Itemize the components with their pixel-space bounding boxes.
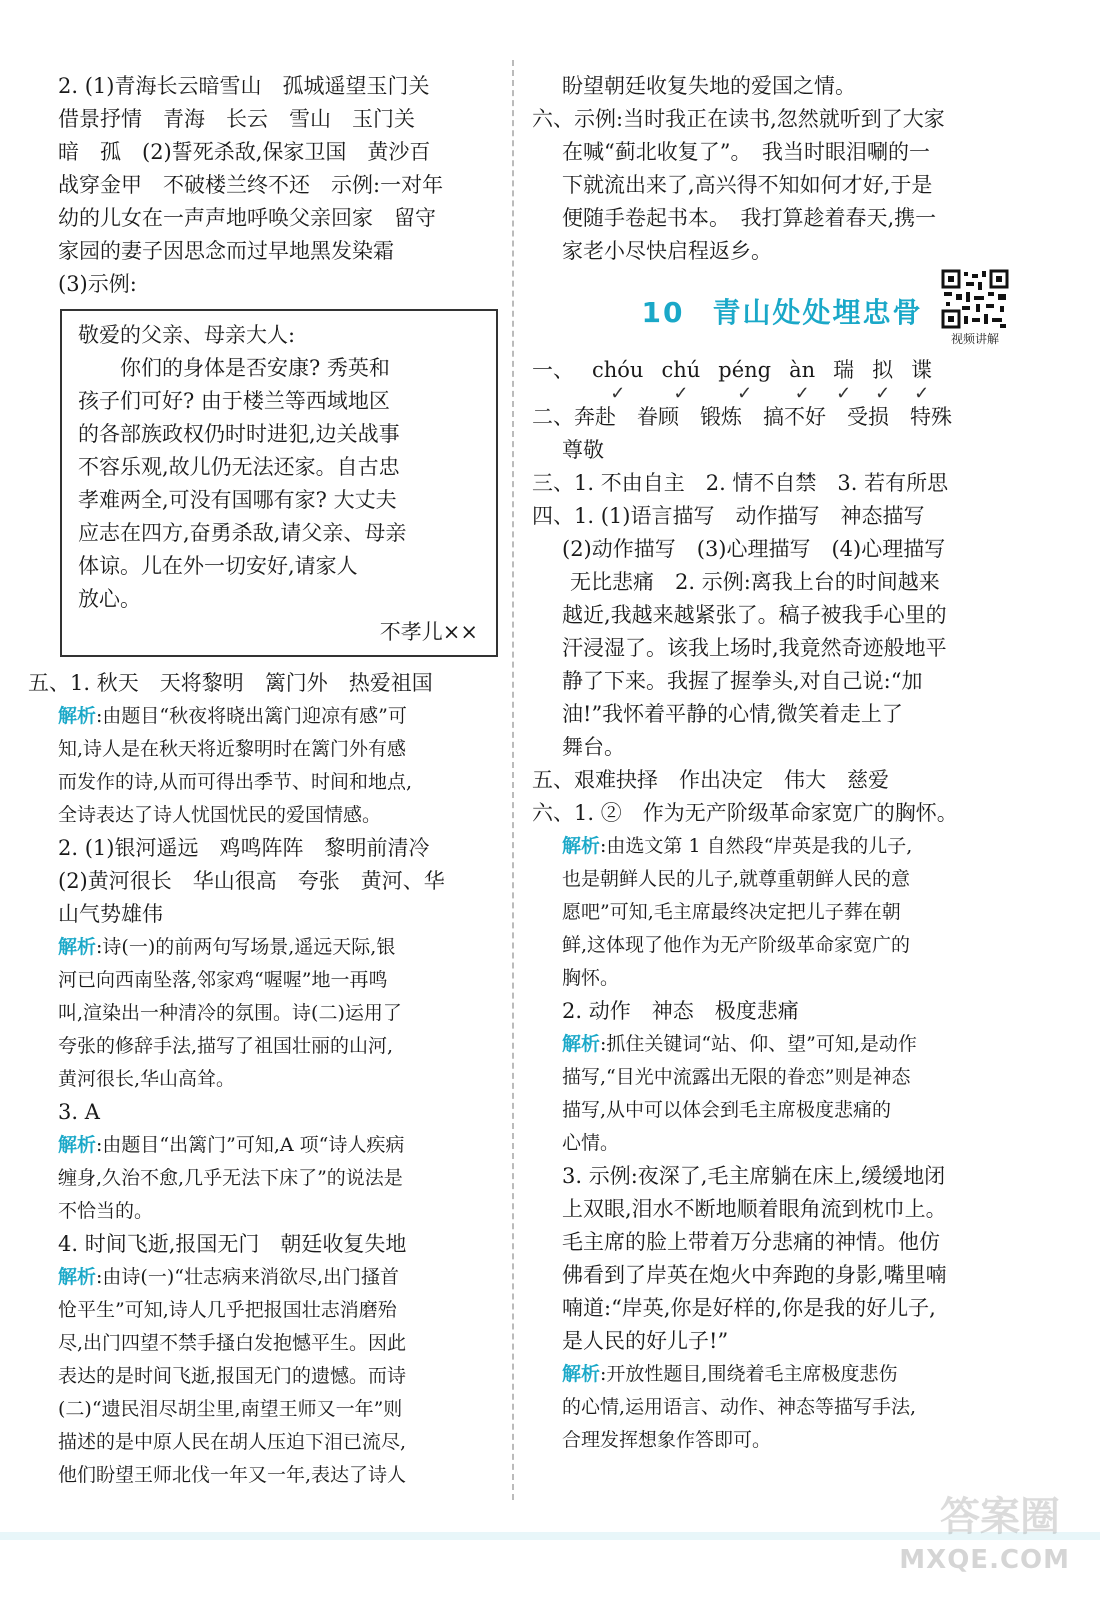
answer-line: 盼望朝廷收复失地的爱国之情。: [562, 74, 856, 98]
qr-code-icon: [940, 268, 1010, 330]
analysis-text: 表达的是时间飞逝,报国无门的遗憾。而诗: [58, 1365, 407, 1387]
answer-line: 家园的妻子因思念而过早地黑发染霜: [58, 239, 394, 263]
analysis-text: :由诗(一)“壮志病来消欲尽,出门搔首: [96, 1266, 399, 1288]
analysis-text: 描述的是中原人民在胡人压迫下泪已流尽,: [58, 1431, 407, 1453]
analysis-text: 的心情,运用语言、动作、神态等描写手法,: [562, 1396, 917, 1418]
analysis-label: 解析: [58, 705, 97, 727]
analysis-text: 描写,“目光中流露出无限的眷恋”则是神态: [562, 1066, 911, 1088]
lesson-title: [642, 291, 923, 331]
analysis-text: 缠身,久治不愈,几乎无法下床了”的说法是: [58, 1167, 403, 1189]
answer-line: 幼的儿女在一声声地呼唤父亲回家 留守: [58, 206, 436, 230]
answer-line: 暗 孤 (2)誓死杀敌,保家卫国 黄沙百: [58, 140, 431, 164]
answer-line: (2)动作描写 (3)心理描写 (4)心理描写: [562, 537, 946, 561]
qr-code[interactable]: [940, 268, 1010, 347]
answer-line: 便随手卷起书本。 我打算趁着春天,携一: [562, 206, 937, 230]
analysis-text: 夸张的修辞手法,描写了祖国壮丽的山河,: [58, 1035, 394, 1057]
analysis-text: :由选文第 1 自然段“岸英是我的儿子,: [600, 835, 913, 857]
check-mark-icon: ✓: [673, 383, 689, 404]
analysis-text: 尽,出门四望不禁手搔白发抱憾平生。因此: [58, 1332, 407, 1354]
example-letter-box: [60, 309, 498, 657]
letter-line: 体谅。儿在外一切安好,请家人: [78, 554, 358, 578]
analysis-text: 描写,从中可以体会到毛主席极度悲痛的: [562, 1099, 892, 1121]
analysis-text: 他们盼望王师北伐一年又一年,表达了诗人: [58, 1464, 407, 1486]
answer-line: 静了下来。我握了握拳头,对自己说:“加: [562, 669, 923, 693]
answer-line: 在喊“蓟北收复了”。 我当时眼泪唰的一: [562, 140, 930, 164]
answer-line: 上双眼,泪水不断地顺着眼角流到枕巾上。: [562, 1197, 947, 1221]
check-mark-icon: ✓: [836, 383, 852, 404]
answer-line: 是人民的好儿子!”: [562, 1329, 729, 1353]
answer-line: 油!”我怀着平静的心情,微笑着走上了: [562, 702, 903, 726]
letter-line: 应志在四方,奋勇杀敌,请父亲、母亲: [78, 521, 407, 545]
analysis-text: 愿吧”可知,毛主席最终决定把儿子葬在朝: [562, 901, 901, 923]
analysis-text: 心情。: [562, 1132, 620, 1154]
analysis-label: 解析: [562, 1033, 601, 1055]
answer-line: 毛主席的脸上带着万分悲痛的神情。他仿: [562, 1230, 940, 1254]
answer-line: (2)黄河很长 华山很高 夸张 黄河、华: [58, 869, 445, 893]
section-6-q1: 六、1. ② 作为无产阶级革命家宽广的胸怀。: [532, 801, 958, 825]
answer-line: (3)示例:: [58, 272, 137, 296]
answer-line: 越近,我越来越紧张了。稿子被我手心里的: [562, 603, 947, 627]
right-column: [532, 70, 1032, 1457]
answer-line: 佛看到了岸英在炮火中奔跑的身影,嘴里喃: [562, 1263, 947, 1287]
section-1-label: 一、: [532, 358, 574, 382]
analysis-label: 解析: [58, 1266, 97, 1288]
section-6: 六、示例:当时我正在读书,忽然就听到了大家: [532, 107, 945, 131]
letter-line: 不容乐观,故儿仍无法还家。自古忠: [78, 455, 400, 479]
analysis-text: 鲜,这体现了他作为无产阶级革命家宽广的: [562, 934, 911, 956]
check-mark-icon: ✓: [794, 383, 810, 404]
left-column: [28, 70, 498, 1492]
analysis-text: 怆平生”可知,诗人几乎把报国壮志消磨殆: [58, 1299, 397, 1321]
char-answer: 拟 ✓: [872, 358, 894, 404]
check-mark-icon: ✓: [914, 383, 930, 404]
qr-caption: 视频讲解: [950, 332, 999, 346]
analysis-text: 黄河很长,华山高耸。: [58, 1068, 236, 1090]
section-4: 四、1. (1)语言描写 动作描写 神态描写: [532, 504, 925, 528]
letter-line: 孩子们可好? 由于楼兰等西域地区: [78, 389, 390, 413]
section-2: 二、奔赴 眷顾 锻炼 搞不好 受损 特殊: [532, 405, 952, 429]
check-mark-icon: ✓: [610, 383, 626, 404]
section-5: 五、艰难抉择 作出决定 伟大 慈爱: [532, 768, 889, 792]
check-mark-icon: ✓: [737, 383, 753, 404]
analysis-text: (二)“遗民泪尽胡尘里,南望王师又一年”则: [58, 1398, 403, 1420]
analysis-label: 解析: [58, 1134, 97, 1156]
analysis-text: :诗(一)的前两句写场景,遥远天际,银: [96, 936, 396, 958]
analysis-text: :由题目“秋夜将晓出篱门迎凉有感”可: [96, 705, 407, 727]
analysis-text: 也是朝鲜人民的儿子,就尊重朝鲜人民的意: [562, 868, 911, 890]
letter-greeting: 敬爱的父亲、母亲大人:: [78, 323, 296, 347]
column-divider: [512, 60, 514, 1500]
answer-line: 下就流出来了,高兴得不知如何才好,于是: [562, 173, 933, 197]
analysis-text: 知,诗人是在秋天将近黎明时在篱门外有感: [58, 738, 407, 760]
section-1-pinyin: [532, 354, 1032, 404]
answer-line: 汗浸湿了。该我上场时,我竟然奇迹般地平: [562, 636, 947, 660]
answer-line: 山气势雄伟: [58, 902, 163, 926]
analysis-text: 全诗表达了诗人忧国忧民的爱国情感。: [58, 804, 382, 826]
analysis-text: :抓住关键词“站、仰、望”可知,是动作: [600, 1033, 917, 1055]
letter-line: 你们的身体是否安康? 秀英和: [78, 356, 390, 380]
analysis-text: 胸怀。: [562, 967, 620, 989]
answer-line: 喃道:“岸英,你是好样的,你是我的好儿子,: [562, 1296, 936, 1320]
letter-signature: 不孝儿××: [379, 620, 478, 644]
char-answer: 瑞 ✓: [833, 358, 855, 404]
answer-line: 2. (1)青海长云暗雪山 孤城遥望玉门关: [58, 74, 430, 98]
answer-line: 借景抒情 青海 长云 雪山 玉门关: [58, 107, 415, 131]
section-6-q3: 3. 示例:夜深了,毛主席躺在床上,缓缓地闭: [562, 1164, 946, 1188]
answer-line: 家老小尽快启程返乡。: [562, 239, 772, 263]
letter-line: 孝难两全,可没有国哪有家? 大丈夫: [78, 488, 397, 512]
analysis-text: 而发作的诗,从而可得出季节、时间和地点,: [58, 771, 413, 793]
answer-line: 无比悲痛 2. 示例:离我上台的时间越来: [570, 570, 940, 594]
analysis-text: 河已向西南坠落,邻家鸡“喔喔”地一再鸣: [58, 969, 388, 991]
section-6-q2: 2. 动作 神态 极度悲痛: [562, 999, 799, 1023]
analysis-text: :开放性题目,围绕着毛主席极度悲伤: [600, 1363, 898, 1385]
analysis-text: 合理发挥想象作答即可。: [562, 1429, 772, 1451]
analysis-text: 叫,渲染出一种清冷的氛围。诗(二)运用了: [58, 1002, 402, 1024]
section-5-q3: 3. A: [58, 1100, 100, 1124]
answer-line: 战穿金甲 不破楼兰终不还 示例:一对年: [58, 173, 444, 197]
lesson-header: [532, 268, 1032, 354]
pinyin-answer: àn ✓: [789, 358, 816, 404]
analysis-label: 解析: [58, 936, 97, 958]
analysis-label: 解析: [562, 835, 601, 857]
check-mark-icon: ✓: [875, 383, 891, 404]
letter-line: 放心。: [78, 587, 141, 611]
letter-line: 的各部族政权仍时时进犯,边关战事: [78, 422, 400, 446]
answer-line: 舞台。: [562, 735, 625, 759]
lesson-name: 青山处处埋忠骨: [712, 296, 923, 329]
pinyin-answer: péng ✓: [718, 358, 772, 404]
section-5-q4: 4. 时间飞逝,报国无门 朝廷收复失地: [58, 1232, 407, 1256]
analysis-text: 不恰当的。: [58, 1200, 154, 1222]
section-3: 三、1. 不由自主 2. 情不自禁 3. 若有所思: [532, 471, 949, 495]
watermark-logo: [880, 1490, 1080, 1580]
watermark-url: MXQE.COM: [899, 1545, 1070, 1575]
section-5-q2: 2. (1)银河遥远 鸡鸣阵阵 黎明前清冷: [58, 836, 430, 860]
analysis-text: :由题目“出篱门”可知,A 项“诗人疾病: [96, 1134, 405, 1156]
section-5-q1: 五、1. 秋天 天将黎明 篱门外 热爱祖国: [28, 671, 433, 695]
lesson-number: 10: [641, 296, 685, 329]
analysis-label: 解析: [562, 1363, 601, 1385]
answer-line: 尊敬: [562, 438, 604, 462]
pinyin-answer: chú ✓: [661, 358, 701, 404]
watermark-text: 答案圈: [940, 1494, 1060, 1540]
pinyin-answer: chóu ✓: [592, 358, 644, 404]
char-answer: 谍 ✓: [911, 358, 933, 404]
